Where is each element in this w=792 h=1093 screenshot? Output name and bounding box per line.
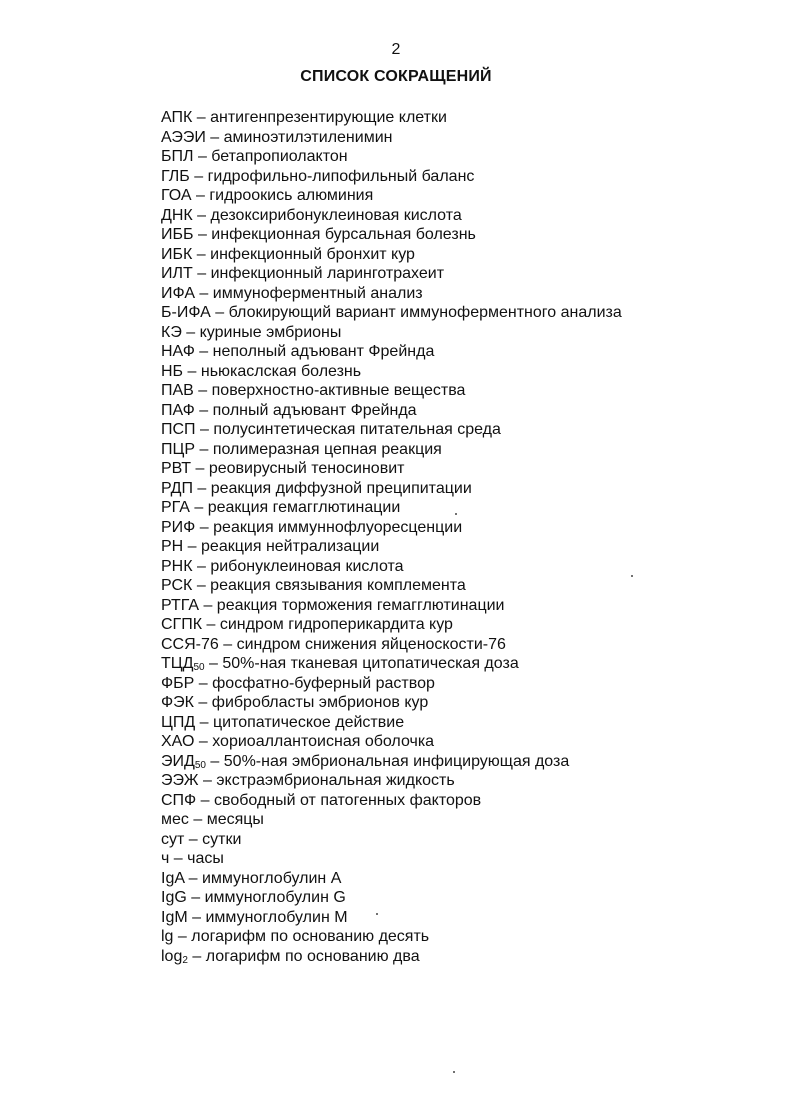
abbreviation-term: СПФ xyxy=(161,791,197,809)
abbreviation-item xyxy=(161,479,622,499)
abbreviation-definition: реакция нейтрализации xyxy=(201,538,380,555)
abbreviation-item xyxy=(161,498,622,518)
abbreviation-item xyxy=(161,888,622,908)
abbreviation-term: IgM xyxy=(161,908,188,926)
abbreviation-term: ГОА xyxy=(161,187,192,204)
abbreviation-item xyxy=(161,537,622,557)
abbreviation-definition: гидроокись алюминия xyxy=(209,187,374,204)
abbreviation-definition: инфекционный ларинготрахеит xyxy=(210,265,445,282)
scan-speck xyxy=(376,913,378,915)
abbreviation-dash: – xyxy=(192,479,211,497)
abbreviation-definition: полусинтетическая питательная среда xyxy=(213,421,501,438)
abbreviation-item xyxy=(161,849,622,869)
abbreviation-definition: цитопатическое действие xyxy=(212,713,405,731)
abbreviation-item xyxy=(161,869,622,889)
abbreviation-term: АЭЭИ xyxy=(161,128,206,146)
abbreviation-dash: – xyxy=(173,928,192,945)
abbreviation-item xyxy=(161,381,622,401)
abbreviation-item xyxy=(161,108,622,128)
abbreviation-dash: – xyxy=(192,109,211,126)
abbreviation-dash: – xyxy=(194,401,213,419)
abbreviation-definition: фибробласты эмбрионов кур xyxy=(211,694,429,711)
abbreviation-dash: – xyxy=(218,635,237,653)
abbreviation-item xyxy=(161,576,622,596)
abbreviation-item xyxy=(161,128,622,148)
abbreviation-item xyxy=(161,596,622,616)
abbreviation-definition: логарифм по основанию десять xyxy=(191,928,430,945)
abbreviation-term: РДП xyxy=(161,479,193,497)
abbreviation-term: ИБК xyxy=(161,245,193,263)
abbreviation-term: ПСП xyxy=(161,421,196,438)
abbreviation-dash: – xyxy=(183,538,202,555)
abbreviation-definition: блокирующий вариант иммуноферментного анализа xyxy=(228,304,622,321)
abbreviation-definition: сутки xyxy=(202,830,242,848)
abbreviation-definition: инфекционный бронхит кур xyxy=(210,245,415,263)
scan-speck xyxy=(631,575,633,577)
abbreviation-dash: – xyxy=(194,733,213,750)
abbreviation-term: ИББ xyxy=(161,226,194,243)
abbreviation-definition: антигенпрезентирующие клетки xyxy=(210,109,447,126)
abbreviation-definition: 50%-ная эмбриональная инфицирующая доза xyxy=(223,752,570,770)
abbreviation-item xyxy=(161,693,622,713)
abbreviation-definition: иммуноглобулин А xyxy=(201,869,342,887)
abbreviation-item xyxy=(161,732,622,752)
abbreviation-item xyxy=(161,771,622,791)
abbreviation-item xyxy=(161,947,622,967)
abbreviation-item xyxy=(161,674,622,694)
abbreviation-dash: – xyxy=(191,187,210,204)
abbreviation-dash: – xyxy=(186,889,205,906)
abbreviation-term: РИФ xyxy=(161,518,196,536)
abbreviation-term: IgG xyxy=(161,889,187,906)
abbreviation-term: Б-ИФА xyxy=(161,304,211,321)
abbreviation-term: мес xyxy=(161,811,189,828)
abbreviation-item xyxy=(161,713,622,733)
abbreviation-definition: иммуноглобулин G xyxy=(204,889,346,906)
abbreviation-item xyxy=(161,440,622,460)
abbreviation-dash: – xyxy=(204,655,223,672)
abbreviation-definition: месяцы xyxy=(206,811,264,828)
abbreviation-dash: – xyxy=(192,206,211,224)
abbreviation-term: ИФА xyxy=(161,284,195,302)
abbreviation-item xyxy=(161,459,622,479)
abbreviation-term: РНК xyxy=(161,557,193,575)
abbreviation-term: ССЯ-76 xyxy=(161,635,219,653)
abbreviation-item xyxy=(161,167,622,187)
abbreviation-dash: – xyxy=(183,362,201,380)
abbreviation-dash: – xyxy=(199,596,217,614)
abbreviation-item xyxy=(161,654,622,674)
abbreviation-item xyxy=(161,303,622,323)
abbreviation-item xyxy=(161,615,622,635)
abbreviation-definition: бетапропиолактон xyxy=(211,148,348,165)
abbreviation-definition: инфекционная бурсальная болезнь xyxy=(211,226,476,243)
abbreviation-term: АПК xyxy=(161,109,193,126)
abbreviation-item xyxy=(161,752,622,772)
scan-speck xyxy=(453,1071,455,1073)
abbreviation-item xyxy=(161,225,622,245)
abbreviation-term: ЭЭЖ xyxy=(161,772,199,789)
abbreviation-dash: – xyxy=(195,713,213,731)
abbreviation-item xyxy=(161,284,622,304)
page-number: 2 xyxy=(391,41,401,58)
abbreviation-dash: – xyxy=(189,499,208,516)
abbreviation-definition: гидрофильно-липофильный баланс xyxy=(207,167,475,185)
abbreviation-definition: поверхностно-активные вещества xyxy=(211,382,466,399)
abbreviation-definition: аминоэтилэтиленимин xyxy=(223,128,393,146)
abbreviation-definition: синдром снижения яйценоскости-76 xyxy=(236,635,506,653)
abbreviation-item xyxy=(161,927,622,947)
scan-speck xyxy=(455,513,457,515)
abbreviation-term: ФБР xyxy=(161,674,195,692)
abbreviation-term: lg xyxy=(161,928,174,945)
abbreviation-term: ТЦД xyxy=(161,655,194,672)
abbreviation-item xyxy=(161,810,622,830)
abbreviation-dash: – xyxy=(191,460,209,477)
abbreviation-item xyxy=(161,186,622,206)
abbreviation-definition: хориоаллантоисная оболочка xyxy=(212,733,435,750)
abbreviation-dash: – xyxy=(205,128,224,146)
abbreviation-item xyxy=(161,908,622,928)
abbreviation-dash: – xyxy=(188,811,207,828)
abbreviation-definition: иммуноглобулин М xyxy=(205,908,348,926)
abbreviation-term: БПЛ xyxy=(161,148,194,165)
abbreviation-definition: куриные эмбрионы xyxy=(199,323,342,341)
abbreviation-list xyxy=(161,108,622,966)
abbreviation-definition: фосфатно-буферный раствор xyxy=(212,674,435,692)
abbreviation-dash: – xyxy=(169,850,188,867)
abbreviation-term: РТГА xyxy=(161,596,199,614)
abbreviation-dash: – xyxy=(210,304,229,321)
abbreviation-definition: реакция торможения гемагглютинации xyxy=(216,596,505,614)
abbreviation-definition: реакция диффузной преципитации xyxy=(210,479,472,497)
abbreviation-item xyxy=(161,245,622,265)
abbreviation-term: ДНК xyxy=(161,206,193,224)
abbreviation-dash: – xyxy=(195,518,214,536)
abbreviation-definition: реакция гемагглютинации xyxy=(207,499,401,516)
abbreviation-dash: – xyxy=(196,791,215,809)
abbreviation-dash: – xyxy=(192,265,211,282)
page-title: СПИСОК СОКРАЩЕНИЙ xyxy=(300,68,492,85)
abbreviation-item xyxy=(161,147,622,167)
abbreviation-dash: – xyxy=(193,226,212,243)
abbreviation-definition: реакция иммуннофлуоресценции xyxy=(213,518,463,536)
abbreviation-definition: 50%-ная тканевая цитопатическая доза xyxy=(222,655,519,672)
abbreviation-dash: – xyxy=(187,908,206,926)
abbreviation-definition: часы xyxy=(187,850,224,867)
abbreviation-definition: экстраэмбриональная жидкость xyxy=(216,772,455,789)
abbreviation-definition: дезоксирибонуклеиновая кислота xyxy=(210,206,462,224)
abbreviation-dash: – xyxy=(181,323,200,341)
abbreviation-term: ИЛТ xyxy=(161,265,193,282)
abbreviation-dash: – xyxy=(192,557,211,575)
abbreviation-term: СГПК xyxy=(161,616,203,633)
abbreviation-definition: рибонуклеиновая кислота xyxy=(210,557,404,575)
abbreviation-subscript: 50 xyxy=(193,662,205,673)
abbreviation-item xyxy=(161,342,622,362)
abbreviation-term: ФЭК xyxy=(161,694,194,711)
abbreviation-term: ч xyxy=(161,850,170,867)
abbreviation-definition: реакция связывания комплемента xyxy=(210,577,466,594)
abbreviation-dash: – xyxy=(195,440,213,458)
abbreviation-term: ХАО xyxy=(161,733,195,750)
abbreviation-item xyxy=(161,557,622,577)
abbreviation-term: ЭИД xyxy=(161,752,195,770)
abbreviation-term: ПЦР xyxy=(161,440,196,458)
abbreviation-item xyxy=(161,401,622,421)
abbreviation-term: сут xyxy=(161,830,185,848)
abbreviation-term: РВТ xyxy=(161,460,192,477)
abbreviation-term: ЦПД xyxy=(161,713,196,731)
abbreviation-term: IgA xyxy=(161,869,185,887)
abbreviation-dash: – xyxy=(187,947,206,965)
abbreviation-dash: – xyxy=(192,577,211,594)
abbreviation-subscript: 2 xyxy=(182,954,188,966)
abbreviation-item xyxy=(161,362,622,382)
abbreviation-definition: ньюкаслская болезнь xyxy=(200,362,362,380)
abbreviation-dash: – xyxy=(198,772,217,789)
abbreviation-definition: неполный адъювант Фрейнда xyxy=(212,343,435,360)
abbreviation-dash: – xyxy=(193,382,212,399)
abbreviation-term: ПАФ xyxy=(161,401,195,419)
abbreviation-definition: иммуноферментный анализ xyxy=(212,284,423,302)
abbreviation-term: ПАВ xyxy=(161,382,194,399)
abbreviation-definition: свободный от патогенных факторов xyxy=(214,791,482,809)
abbreviation-item xyxy=(161,420,622,440)
abbreviation-dash: – xyxy=(194,674,213,692)
abbreviation-dash: – xyxy=(205,752,224,770)
abbreviation-item xyxy=(161,791,622,811)
abbreviation-term: ГЛБ xyxy=(161,167,190,185)
abbreviation-item xyxy=(161,206,622,226)
abbreviation-dash: – xyxy=(184,830,203,848)
abbreviation-dash: – xyxy=(189,167,208,185)
abbreviation-item xyxy=(161,830,622,850)
abbreviation-dash: – xyxy=(195,421,214,438)
abbreviation-definition: полимеразная цепная реакция xyxy=(212,440,442,458)
abbreviation-dash: – xyxy=(193,148,212,165)
abbreviation-term: НАФ xyxy=(161,343,195,360)
abbreviation-term: КЭ xyxy=(161,323,182,341)
abbreviation-term: РГА xyxy=(161,499,190,516)
abbreviation-item xyxy=(161,518,622,538)
abbreviation-term: РН xyxy=(161,538,184,555)
abbreviation-definition: логарифм по основанию два xyxy=(205,947,420,965)
abbreviation-definition: синдром гидроперикардита кур xyxy=(219,616,453,633)
abbreviation-subscript: 50 xyxy=(194,759,206,771)
abbreviation-dash: – xyxy=(193,694,212,711)
abbreviation-dash: – xyxy=(192,245,211,263)
abbreviation-item xyxy=(161,635,622,655)
abbreviation-term: РСК xyxy=(161,577,193,594)
abbreviation-dash: – xyxy=(202,616,220,633)
abbreviation-term: НБ xyxy=(161,362,184,380)
abbreviation-definition: реовирусный теносиновит xyxy=(208,460,405,477)
abbreviation-item xyxy=(161,323,622,343)
abbreviation-definition: полный адъювант Фрейнда xyxy=(212,401,417,419)
abbreviation-item xyxy=(161,264,622,284)
abbreviation-dash: – xyxy=(194,284,213,302)
abbreviation-dash: – xyxy=(194,343,213,360)
abbreviation-dash: – xyxy=(184,869,202,887)
abbreviation-term: log xyxy=(161,947,183,965)
